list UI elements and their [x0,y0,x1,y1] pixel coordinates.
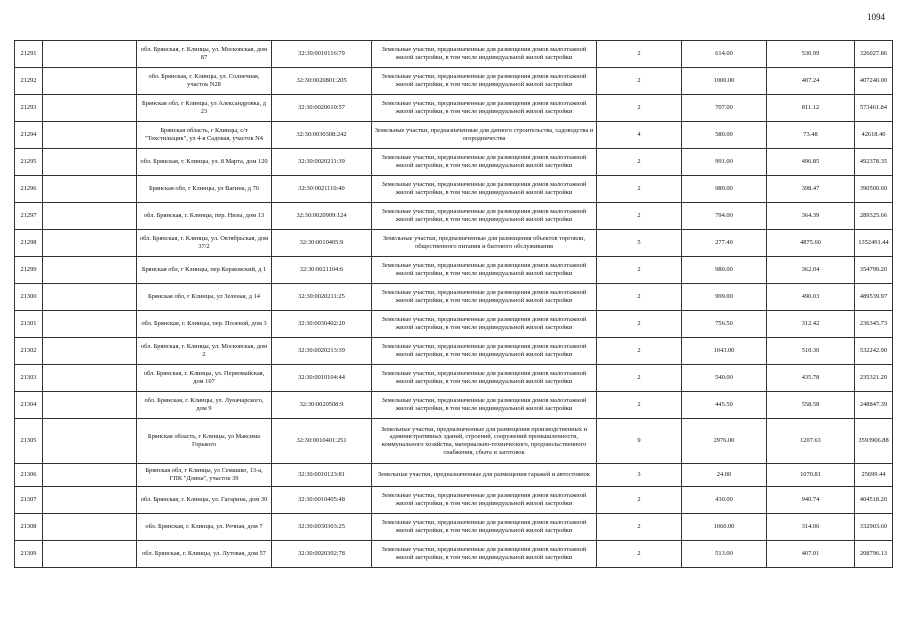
cell-empty [43,487,137,514]
cell-address: Брянская обл, г Клинцы, ул Семашко, 13-а, ГПК "Длина", участок 39 [137,464,272,487]
cell-cadastral-value: 289325.66 [855,203,893,230]
cell-cadastral-value: 42618.40 [855,122,893,149]
cell-cadastral-value: 248847.39 [855,392,893,419]
cell-cadastral-number: 32:30:0020801:205 [272,68,372,95]
cell-number: 21292 [15,68,43,95]
cell-number: 21296 [15,176,43,203]
cell-cadastral-number: 32:30:0021104:6 [272,257,372,284]
cell-unit-value: 407.24 [767,68,855,95]
cell-unit-value: 362.04 [767,257,855,284]
cell-address: обл. Брянская, г. Клинцы, ул. Московская, дом 87 [137,41,272,68]
cell-group: 2 [597,68,682,95]
cell-number: 21295 [15,149,43,176]
cell-area: 445.50 [682,392,767,419]
table-row [15,541,893,568]
cell-group: 2 [597,149,682,176]
cell-address: Брянская обл, г Клинцы, ул Вагина, д 76 [137,176,272,203]
cell-land-use: Земельные участки, предназначенные для размещения домов малоэтажной жилой застройки, в том числе индивидуальной жилой застройки [372,176,597,203]
cell-group: 9 [597,419,682,464]
cell-cadastral-value: 1352491.44 [855,230,893,257]
cell-empty [43,311,137,338]
cell-cadastral-number: 32:30:0020211:25 [272,284,372,311]
cell-number: 21298 [15,230,43,257]
cell-number: 21309 [15,541,43,568]
cell-group: 2 [597,203,682,230]
cell-land-use: Земельные участки, предназначенные для размещения объектов торговли, общественного питания и бытового обслуживания [372,230,597,257]
table-row [15,41,893,68]
cell-cadastral-number: 32:30:0030402:20 [272,311,372,338]
cell-cadastral-value: 332903.60 [855,514,893,541]
cell-unit-value: 435.78 [767,365,855,392]
cell-number: 21307 [15,487,43,514]
cell-cadastral-value: 492378.35 [855,149,893,176]
cell-empty [43,284,137,311]
cell-empty [43,95,137,122]
cell-area: 707.00 [682,95,767,122]
table-row [15,176,893,203]
cell-cadastral-value: 532242.90 [855,338,893,365]
cell-area: 580.00 [682,122,767,149]
cell-address: Брянская область, г Клинцы, с/т "Текстильщик", ул 4-я Садовая, участок N4 [137,122,272,149]
cell-address: Брянская обл, г Клинцы, пер Коржовский, д 1 [137,257,272,284]
cell-address: обл. Брянская, г. Клинцы, ул. Луначарского, дом 9 [137,392,272,419]
cell-land-use: Земельные участки, предназначенные для размещения домов малоэтажной жилой застройки, в том числе индивидуальной жилой застройки [372,338,597,365]
cell-number: 21293 [15,95,43,122]
cell-land-use: Земельные участки, предназначенные для размещения домов малоэтажной жилой застройки, в том числе индивидуальной жилой застройки [372,95,597,122]
cell-cadastral-value: 326027.86 [855,41,893,68]
table-row [15,419,893,464]
cell-empty [43,257,137,284]
table-row [15,487,893,514]
cell-cadastral-number: 32:30:0020213:39 [272,338,372,365]
cell-land-use: Земельные участки, предназначенные для размещения домов малоэтажной жилой застройки, в том числе индивидуальной жилой застройки [372,257,597,284]
cell-land-use: Земельные участки, предназначенные для размещения домов малоэтажной жилой застройки, в том числе индивидуальной жилой застройки [372,68,597,95]
table-row [15,365,893,392]
cell-group: 4 [597,122,682,149]
cell-cadastral-value: 235321.20 [855,365,893,392]
cell-area: 980.00 [682,257,767,284]
cell-address: обл. Брянская, г. Клинцы, ул. Гагарина, дом 30 [137,487,272,514]
cell-address: обл. Брянская, г. Клинцы, ул. Лутовая, дом 57 [137,541,272,568]
table-row [15,68,893,95]
cell-number: 21305 [15,419,43,464]
table-row [15,122,893,149]
table-row [15,149,893,176]
table-row [15,514,893,541]
cell-area: 1000.00 [682,68,767,95]
cadastral-value-table [14,40,893,568]
cell-empty [43,392,137,419]
cell-address: обл. Брянская, г. Клинцы, ул. Октябрьская, дом 37/2 [137,230,272,257]
cell-land-use: Земельные участки, предназначенные для размещения гаражей и автостоянок [372,464,597,487]
cell-unit-value: 510.30 [767,338,855,365]
cell-number: 21291 [15,41,43,68]
cell-cadastral-value: 390500.60 [855,176,893,203]
cell-land-use: Земельные участки, предназначенные для размещения домов малоэтажной жилой застройки, в том числе индивидуальной жилой застройки [372,149,597,176]
cell-unit-value: 1207.63 [767,419,855,464]
cell-cadastral-value: 354799.20 [855,257,893,284]
cell-cadastral-number: 32:30:0030303:25 [272,514,372,541]
cell-number: 21294 [15,122,43,149]
cell-group: 2 [597,392,682,419]
cell-empty [43,419,137,464]
cell-cadastral-number: 32:30:0020211:39 [272,149,372,176]
cell-empty [43,41,137,68]
cell-land-use: Земельные участки, предназначенные для размещения производственных и административных зданий, строений, сооружений промышленности, коммунального хозяйства, материально-технического, продовольственного снабжения, сбыта и заготовок [372,419,597,464]
cell-empty [43,68,137,95]
cell-cadastral-number: 32:30:0020909:124 [272,203,372,230]
table-row [15,284,893,311]
cell-cadastral-value: 236345.73 [855,311,893,338]
cell-address: Брянская область, г Клинцы, ул Максима Горького [137,419,272,464]
cell-cadastral-value: 3593906.88 [855,419,893,464]
table-row [15,392,893,419]
cell-empty [43,230,137,257]
table-row [15,464,893,487]
cell-cadastral-number: 32:30:0010405:48 [272,487,372,514]
cell-cadastral-number: 32:30:0020610:57 [272,95,372,122]
cell-land-use: Земельные участки, предназначенные для размещения домов малоэтажной жилой застройки, в том числе индивидуальной жилой застройки [372,541,597,568]
cell-land-use: Земельные участки, предназначенные для размещения домов малоэтажной жилой застройки, в том числе индивидуальной жилой застройки [372,311,597,338]
cell-group: 2 [597,487,682,514]
table-row [15,203,893,230]
cell-unit-value: 1070.81 [767,464,855,487]
cell-empty [43,149,137,176]
cell-address: Брянская обл, г Клинцы, ул Зеленая, д 14 [137,284,272,311]
page-number: 1094 [867,12,885,22]
cell-number: 21302 [15,338,43,365]
cell-land-use: Земельные участки, предназначенные для размещения домов малоэтажной жилой застройки, в том числе индивидуальной жилой застройки [372,284,597,311]
cell-unit-value: 73.48 [767,122,855,149]
cell-area: 24.00 [682,464,767,487]
cell-unit-value: 811.12 [767,95,855,122]
cell-cadastral-number: 32:30:0030308:242 [272,122,372,149]
cell-unit-value: 407.01 [767,541,855,568]
cell-cadastral-number: 32:30:0010104:44 [272,365,372,392]
cell-area: 540.00 [682,365,767,392]
cell-cadastral-number: 32:30:0010116:79 [272,41,372,68]
cell-empty [43,176,137,203]
cell-empty [43,365,137,392]
cell-area: 430.00 [682,487,767,514]
cell-address: обл. Брянская, г. Клинцы, пер. Полевой, дом 3 [137,311,272,338]
cell-number: 21297 [15,203,43,230]
cell-number: 21303 [15,365,43,392]
table-row [15,311,893,338]
cell-group: 2 [597,338,682,365]
cell-cadastral-number: 32:30:0020302:78 [272,541,372,568]
cell-empty [43,514,137,541]
cell-group: 2 [597,95,682,122]
cell-number: 21306 [15,464,43,487]
cell-address: обл. Брянская, г. Клинцы, ул. Первомайская, дом 107 [137,365,272,392]
cell-empty [43,338,137,365]
cell-cadastral-value: 573461.84 [855,95,893,122]
cell-area: 2976.00 [682,419,767,464]
cell-area: 614.00 [682,41,767,68]
cell-address: обл. Брянская, г. Клинцы, ул. Солнечная, участок N28 [137,68,272,95]
cell-address: обл. Брянская, г. Клинцы, ул. Речная, дом 7 [137,514,272,541]
cell-unit-value: 312.42 [767,311,855,338]
cell-group: 2 [597,257,682,284]
cell-empty [43,541,137,568]
table-row [15,338,893,365]
cell-unit-value: 398.47 [767,176,855,203]
table-row [15,230,893,257]
cell-unit-value: 940.74 [767,487,855,514]
cell-address: обл. Брянская, г. Клинцы, ул. 8 Марта, дом 120 [137,149,272,176]
cell-cadastral-value: 404518.20 [855,487,893,514]
cell-cadastral-value: 208796.13 [855,541,893,568]
cell-land-use: Земельные участки, предназначенные для размещения домов малоэтажной жилой застройки, в том числе индивидуальной жилой застройки [372,41,597,68]
cell-number: 21299 [15,257,43,284]
cell-area: 991.00 [682,149,767,176]
cell-land-use: Земельные участки, предназначенные для размещения домов малоэтажной жилой застройки, в том числе индивидуальной жилой застройки [372,487,597,514]
cell-land-use: Земельные участки, предназначенные для дачного строительства, садоводства и огородничества [372,122,597,149]
cell-number: 21304 [15,392,43,419]
cell-unit-value: 4875.60 [767,230,855,257]
cell-group: 2 [597,514,682,541]
cell-unit-value: 490.03 [767,284,855,311]
cell-area: 756.50 [682,311,767,338]
cell-land-use: Земельные участки, предназначенные для размещения домов малоэтажной жилой застройки, в том числе индивидуальной жилой застройки [372,514,597,541]
cell-cadastral-number: 32:30:0021110:40 [272,176,372,203]
cell-cadastral-number: 32:30:0020508:9 [272,392,372,419]
cell-land-use: Земельные участки, предназначенные для размещения домов малоэтажной жилой застройки, в том числе индивидуальной жилой застройки [372,203,597,230]
cell-address: Брянская обл, г Клинцы, ул Александровка, д 23 [137,95,272,122]
cell-group: 2 [597,541,682,568]
cell-empty [43,464,137,487]
cell-cadastral-number: 32:30:0010401:251 [272,419,372,464]
cell-group: 3 [597,464,682,487]
cell-unit-value: 558.58 [767,392,855,419]
cell-land-use: Земельные участки, предназначенные для размещения домов малоэтажной жилой застройки, в том числе индивидуальной жилой застройки [372,392,597,419]
cell-group: 5 [597,230,682,257]
cell-area: 1060.00 [682,514,767,541]
cell-address: обл. Брянская, г. Клинцы, ул. Московская, дом 2 [137,338,272,365]
cell-unit-value: 364.39 [767,203,855,230]
cell-cadastral-value: 489539.97 [855,284,893,311]
cell-cadastral-number: 32:30:0010405:9 [272,230,372,257]
cell-unit-value: 314.06 [767,514,855,541]
cell-area: 513.00 [682,541,767,568]
cell-cadastral-value: 407240.00 [855,68,893,95]
cell-group: 2 [597,176,682,203]
table-row [15,257,893,284]
cell-land-use: Земельные участки, предназначенные для размещения домов малоэтажной жилой застройки, в том числе индивидуальной жилой застройки [372,365,597,392]
cell-group: 2 [597,365,682,392]
cell-group: 2 [597,41,682,68]
cell-group: 2 [597,284,682,311]
table-row [15,95,893,122]
cell-cadastral-value: 25699.44 [855,464,893,487]
cell-empty [43,122,137,149]
cell-cadastral-number: 32:30:0010123:81 [272,464,372,487]
cell-group: 2 [597,311,682,338]
cell-area: 277.40 [682,230,767,257]
cell-area: 794.00 [682,203,767,230]
cell-empty [43,203,137,230]
cell-number: 21308 [15,514,43,541]
cell-area: 980.00 [682,176,767,203]
cell-unit-value: 496.85 [767,149,855,176]
cell-unit-value: 530.99 [767,41,855,68]
cell-number: 21300 [15,284,43,311]
cell-area: 1043.00 [682,338,767,365]
cell-area: 999.00 [682,284,767,311]
cell-address: обл. Брянская, г. Клинцы, пер. Низы, дом 13 [137,203,272,230]
cell-number: 21301 [15,311,43,338]
